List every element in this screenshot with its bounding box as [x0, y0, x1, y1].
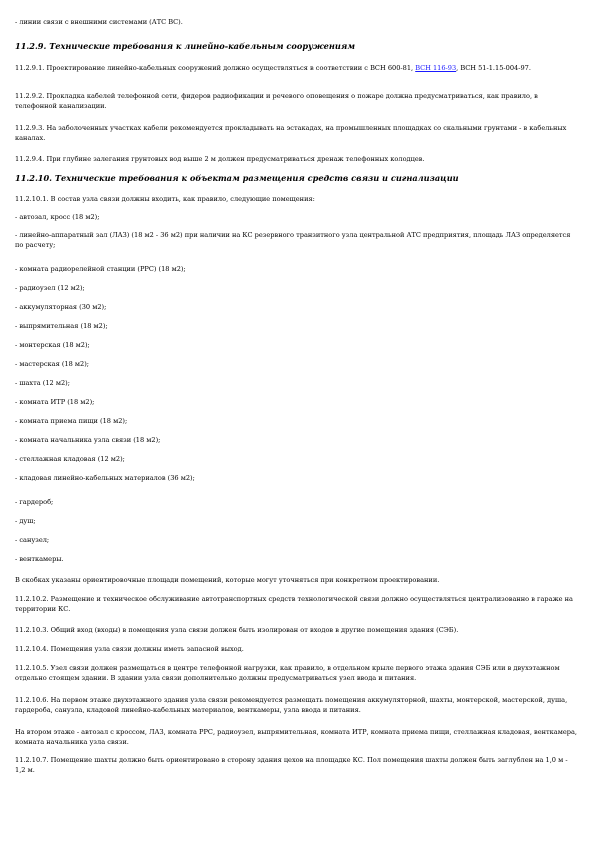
document-link[interactable]: ВСН 116-93: [415, 64, 457, 72]
list-item: - гардероб;: [15, 498, 54, 506]
paragraph: 11.2.10.1. В состав узла связи должны входить, как правило, следующие помещения:: [15, 195, 315, 203]
paragraph: - линии связи с внешними системами (АТС ВС).: [15, 18, 183, 26]
list-item: - венткамеры.: [15, 555, 64, 563]
list-item: - душ;: [15, 517, 36, 525]
list-item: - шахта (12 м2);: [15, 379, 70, 387]
list-item: - комната начальника узла связи (18 м2);: [15, 436, 161, 444]
paragraph: 11.2.10.3. Общий вход (входы) в помещения узла связи должен быть изолирован от входов в другие помещения здания (СЭБ).: [15, 626, 459, 634]
section-heading: 11.2.10. Технические требования к объектам размещения средств связи и сигнализации: [15, 173, 459, 183]
list-item: - мастерская (18 м2);: [15, 360, 90, 368]
list-item: - комната ИТР (18 м2);: [15, 398, 95, 406]
list-item: - комната радиорелейной станции (РРС) (18 м2);: [15, 265, 186, 273]
section-heading: 11.2.9. Технические требования к линейно-кабельным сооружениям: [15, 41, 356, 51]
list-item: - радиоузел (12 м2);: [15, 284, 85, 292]
paragraph: 11.2.10.4. Помещения узла связи должны иметь запасной выход.: [15, 645, 244, 653]
list-item: - комната приема пищи (18 м2);: [15, 417, 128, 425]
paragraph: [15, 64, 580, 74]
paragraph: 11.2.10.7. Помещение шахты должно быть ориентировано в сторону здания цехов на площадке КС. Пол помещения шахты должен быть заглублен на 1,0 м - 1,2 м.: [15, 756, 568, 774]
paragraph-tail: , ВСН 51-1.15-004-97.: [456, 64, 531, 72]
list-item: - монтерская (18 м2);: [15, 341, 90, 349]
list-item: - кладовая линейно-кабельных материалов (36 м2);: [15, 474, 195, 482]
paragraph: 11.2.10.2. Размещение и техническое обслуживание автотранспортных средств технологической связи должно осуществляться централизованно в гараже на территории КС.: [15, 595, 573, 613]
paragraph: 11.2.9.2. Прокладка кабелей телефонной сети, фидеров радиофикации и речевого оповещения о пожаре должна предусматриваться, как правило, в телефонной канализации.: [15, 92, 538, 110]
paragraph-text: 11.2.9.1. Проектирование линейно-кабельных сооружений должно осуществляться в соответствии с ВСН 600-81,: [15, 64, 416, 72]
paragraph: В скобках указаны ориентировочные площади помещений, которые могут уточняться при конкретном проектировании.: [15, 576, 440, 584]
list-item: - санузел;: [15, 536, 50, 544]
list-item: - стеллажная кладовая (12 м2);: [15, 455, 125, 463]
list-item: - выпрямительная (18 м2);: [15, 322, 108, 330]
list-item: - линейно-аппаратный зал (ЛАЗ) (18 м2 - 36 м2) при наличии на КС резервного транзитного узла центральной АТС предприятия, площадь ЛАЗ определяется по расчету;: [15, 231, 571, 249]
paragraph: 11.2.9.3. На заболоченных участках кабели рекомендуется прокладывать на эстакадах, на промышленных площадках со скальными грунтами - в кабельных каналах.: [15, 124, 567, 142]
list-item: - автозал, кросс (18 м2);: [15, 213, 100, 221]
list-item: - аккумуляторная (30 м2);: [15, 303, 107, 311]
paragraph: 11.2.10.6. На первом этаже двухэтажного здания узла связи рекомендуется размещать помещения аккумуляторной, шахты, монтерской, мастерской, душа, гардероба, санузла, кладовой линейно-кабельных материалов, венткамеры, узла ввода и питания.: [15, 696, 568, 714]
paragraph: 11.2.10.5. Узел связи должен размещаться в центре телефонной нагрузки, как правило, в отдельном крыле первого этажа здания СЭБ или в двухэтажном отдельно стоящем здании. В здании узла связи дополнительно должны предусматриваться узел ввода и питания.: [15, 664, 560, 682]
paragraph: 11.2.9.4. При глубине залегания грунтовых вод выше 2 м должен предусматриваться дренаж телефонных колодцев.: [15, 155, 425, 163]
paragraph: На втором этаже - автозал с кроссом, ЛАЗ, комната РРС, радиоузел, выпрямительная, комната ИТР, комната приема пищи, стеллажная кладовая, венткамера, комната начальника узла связи.: [15, 728, 578, 746]
